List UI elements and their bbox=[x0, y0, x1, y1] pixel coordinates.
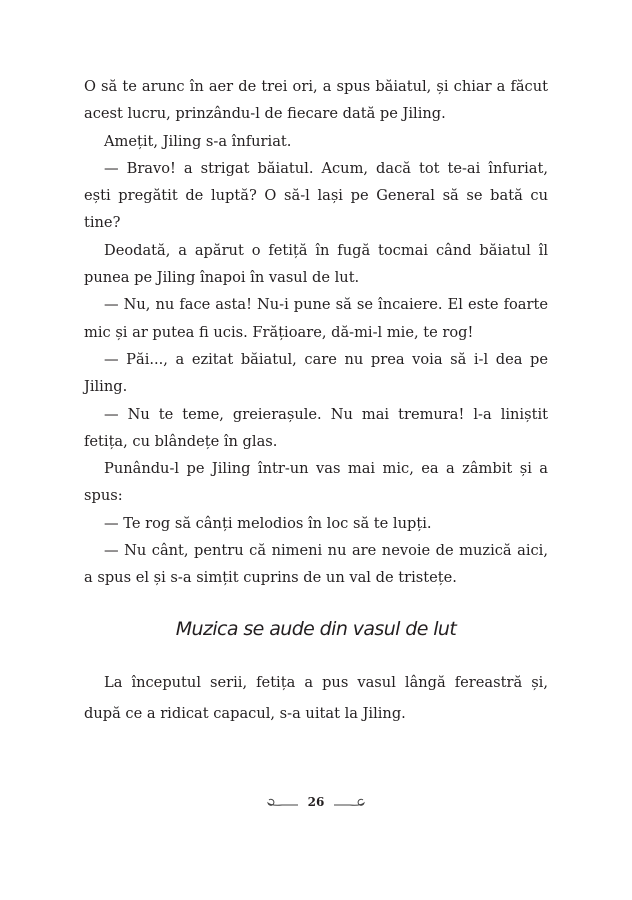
text-line: fetița, cu blândețe în glas. bbox=[84, 432, 278, 450]
text-line: — Nu, nu face asta! Nu-i pune să se încaiere. El este foarte bbox=[104, 296, 548, 314]
text-line: — Bravo! a strigat băiatul. Acum, dacă tot te-ai înfuriat, bbox=[104, 159, 548, 177]
text-line: punea pe Jiling înapoi în vasul de lut. bbox=[84, 269, 360, 287]
text-line: Amețit, Jiling s-a înfuriat. bbox=[104, 132, 292, 150]
text-line: a spus el și s-a simțit cuprins de un val de tristețe. bbox=[84, 569, 457, 587]
text-line: — Păi..., a ezitat băiatul, care nu prea voia să i-l dea pe bbox=[104, 350, 548, 368]
chapter-heading: Muzica se aude din vasul de lut bbox=[175, 618, 457, 640]
text-line: spus: bbox=[84, 487, 123, 505]
text-line: Punându-l pe Jiling într-un vas mai mic, ea a zâmbit și a bbox=[104, 460, 548, 478]
body-text-block-2 bbox=[84, 667, 548, 729]
text-line: tine? bbox=[84, 214, 121, 232]
text-line: după ce a ridicat capacul, s-a uitat la Jiling. bbox=[84, 705, 406, 722]
text-line: mic și ar putea fi ucis. Frățioare, dă-mi-l mie, te rog! bbox=[84, 323, 474, 341]
text-line: — Nu cânt, pentru că nimeni nu are nevoie de muzică aici, bbox=[104, 542, 548, 560]
text-line: acest lucru, prinzându-l de fiecare dată pe Jiling. bbox=[84, 105, 446, 123]
body-text-block bbox=[84, 73, 548, 592]
right-swirl-ornament-icon bbox=[332, 796, 368, 808]
text-line: O să te arunc în aer de trei ori, a spus băiatul, și chiar a făcut bbox=[84, 78, 548, 95]
text-line: Jiling. bbox=[84, 378, 128, 396]
text-line: — Te rog să cânți melodios în loc să te lupți. bbox=[104, 514, 432, 532]
text-line: ești pregătit de luptă? O să-l lași pe General să se bată cu bbox=[84, 187, 548, 205]
text-line: La începutul serii, fetița a pus vasul lângă fereastră și, bbox=[104, 674, 548, 691]
page-footer bbox=[0, 795, 632, 809]
text-line: Deodată, a apărut o fetiță în fugă tocmai când băiatul îl bbox=[104, 241, 548, 259]
page-number: 26 bbox=[307, 795, 325, 809]
left-swirl-ornament-icon bbox=[264, 796, 300, 808]
text-line: — Nu te teme, greierașule. Nu mai tremura! l-a liniștit bbox=[104, 405, 548, 423]
